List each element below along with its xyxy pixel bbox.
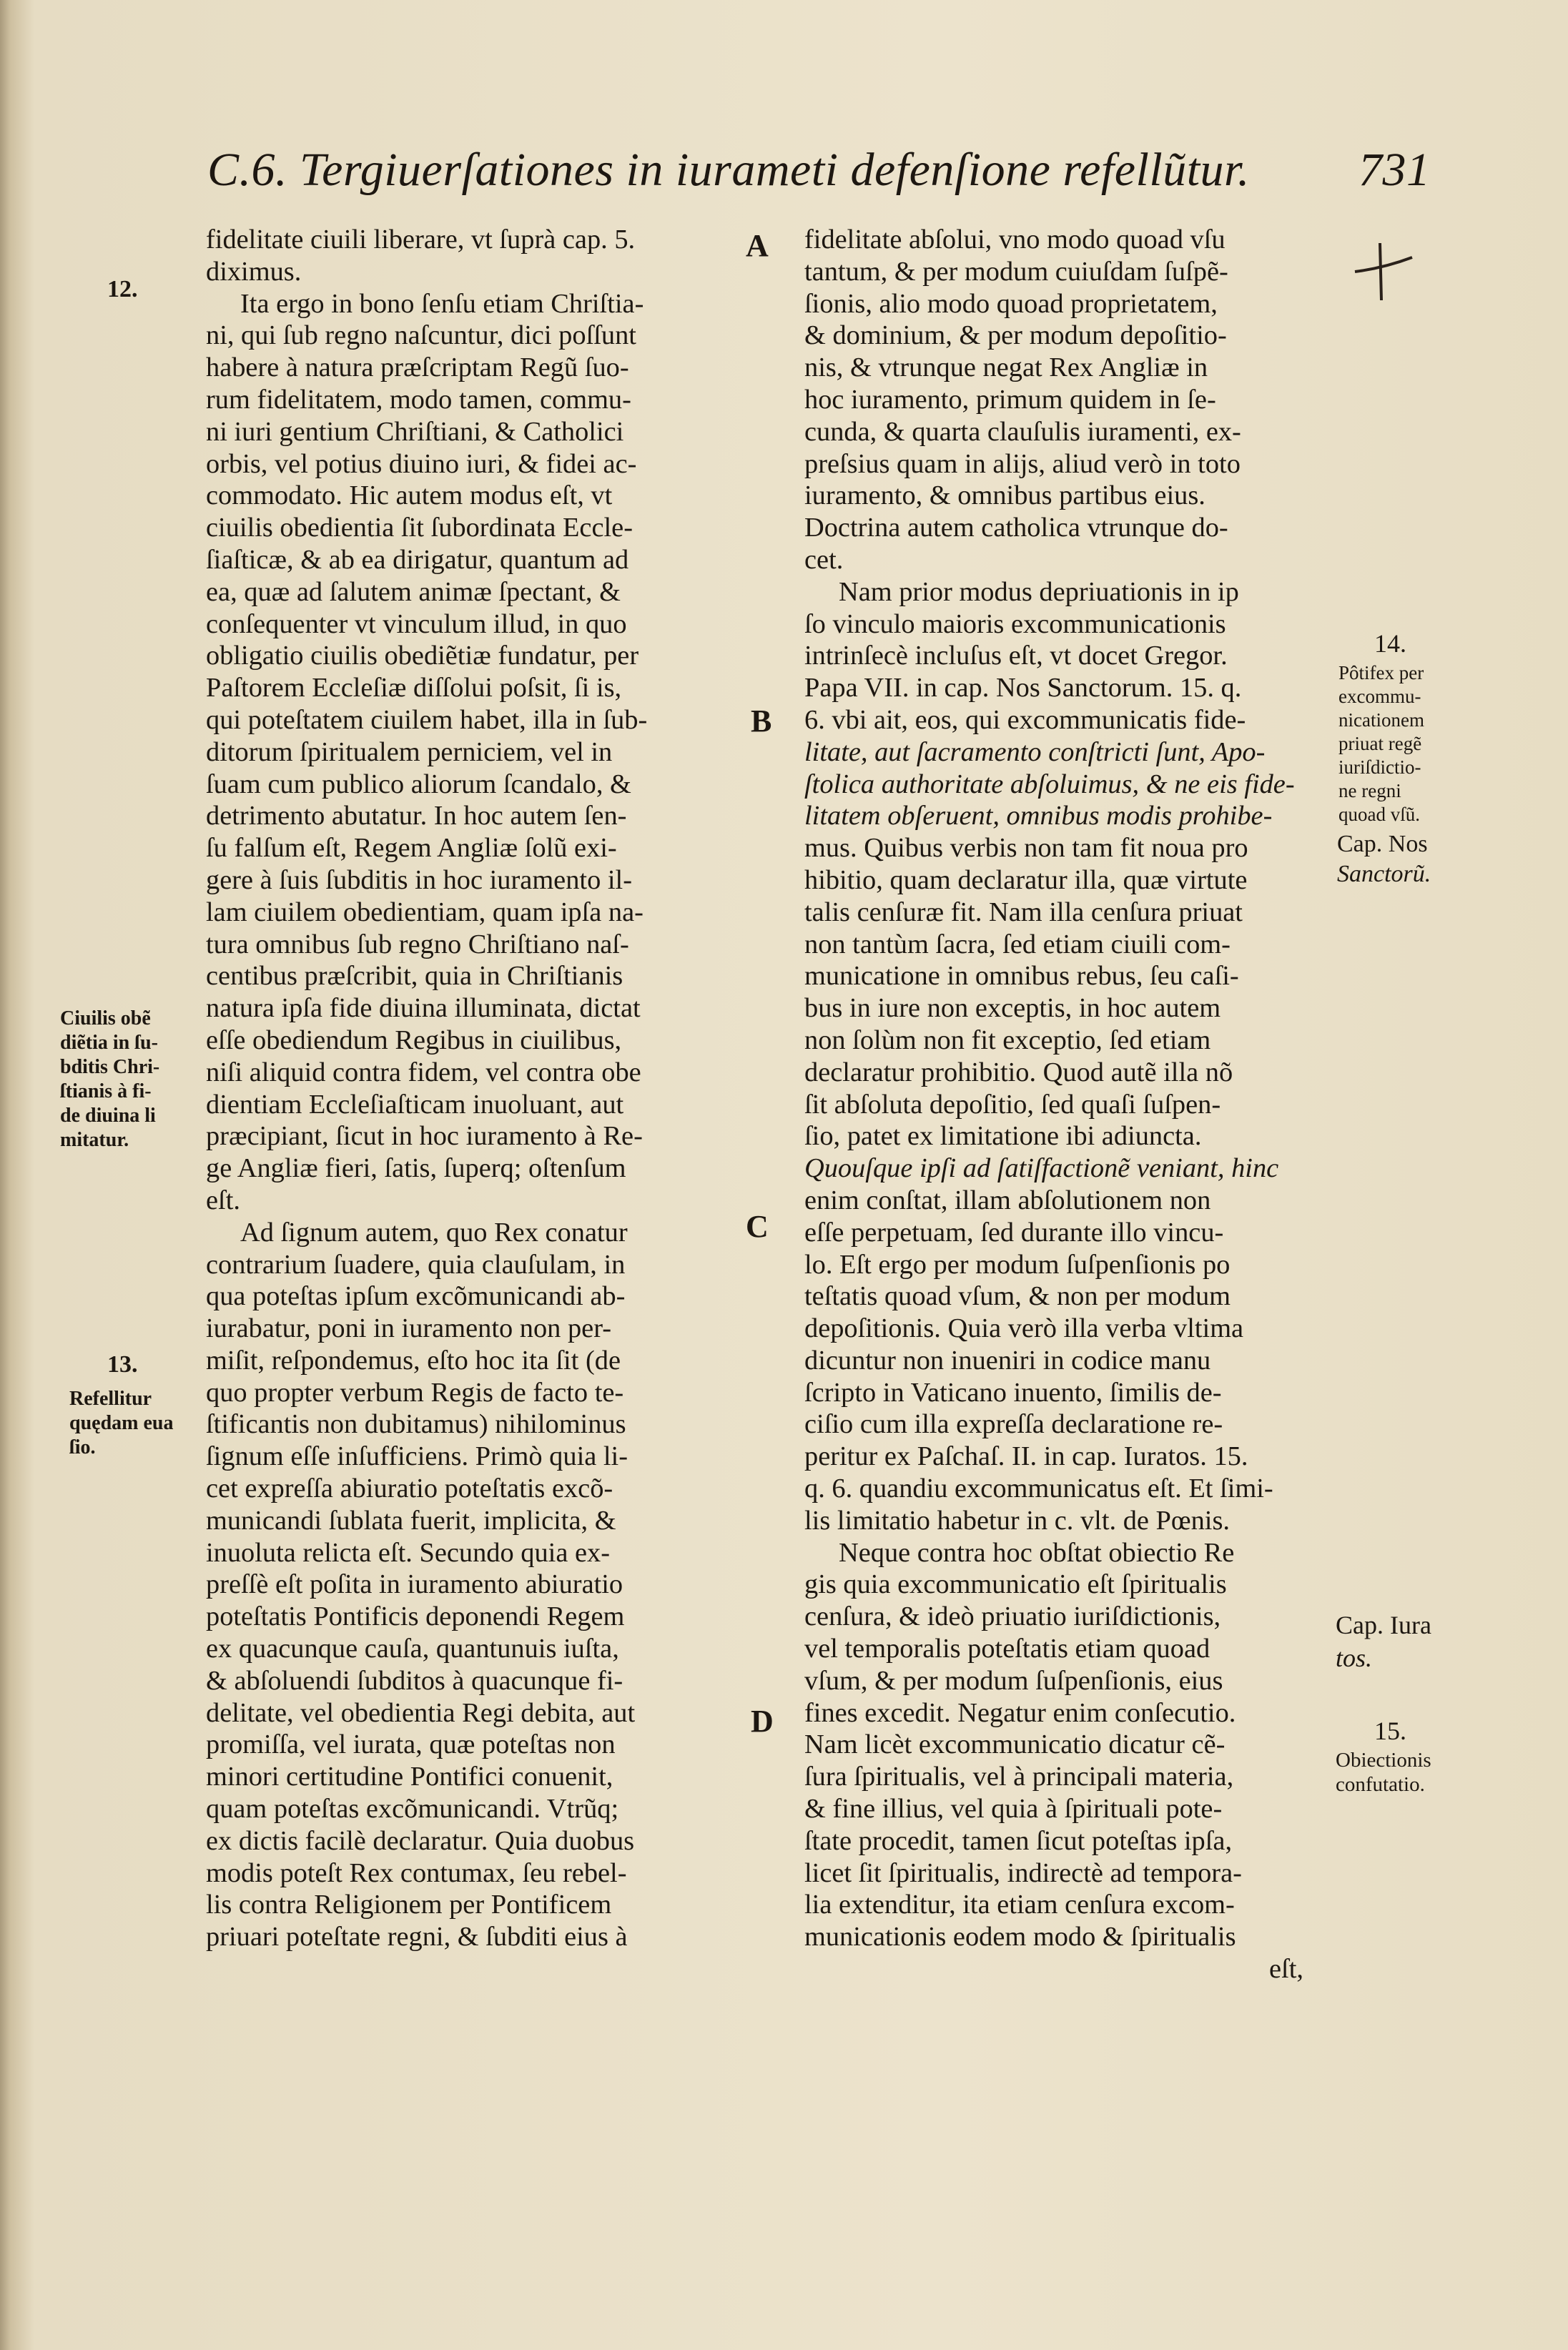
text-line: gis quia excommunicatio eſt ſpiritualis [804,1569,1227,1600]
text-line: teſtatis quoad vſum, & non per modum [804,1281,1231,1312]
paragraph-number-13: 13. [107,1351,138,1378]
text-line: & fine illius, vel quia à ſpirituali pote- [804,1794,1223,1825]
text-line: ſo vinculo maioris excommunicationis [804,608,1226,639]
section-letter-a: A [746,228,769,263]
text-line: inuoluta relicta eſt. Secundo quia ex- [206,1537,611,1568]
text-line: & dominium, & per modum depoſitio- [804,320,1227,351]
text-line: ſignum eſſe inſufficiens. Primò quia li- [206,1441,628,1472]
margin-reference-nos-sanctorum [1337,829,1431,889]
text-line: hoc iuramento, primum quidem in ſe- [804,384,1216,415]
text-line: Ita ergo in bono ſenſu etiam Chriſtia- [240,288,644,319]
text-line: ditorum ſpiritualem perniciem, vel in [206,736,613,767]
text-line: municationis eodem modo & ſpiritualis [804,1922,1236,1952]
text-line: cunda, & quarta clauſulis iuramenti, ex- [804,416,1241,447]
text-line: conſequenter vt vinculum illud, in quo [206,608,627,639]
text-line: ſiaſticæ, & ab ea dirigatur, quantum ad [206,544,629,575]
text-line: orbis, vel potius diuino iuri, & fidei ac- [206,448,637,479]
text-line: lam ciuilem obedientiam, quam ipſa na- [206,897,644,927]
text-line: lo. Eſt ergo per modum ſuſpenſionis po [804,1249,1231,1280]
text-line: bus in iure non exceptis, in hoc autem [804,993,1221,1024]
text-line: præcipiant, ſicut in hoc iuramento à Re- [206,1121,643,1152]
margin-note-line: tos. [1336,1644,1373,1672]
text-line: ſio, patet ex limitatione ibi adiuncta. [804,1121,1202,1152]
margin-note-line: ſtianis à fi- [60,1080,152,1102]
text-line: litatem obſeruent, omnibus modis prohibe- [804,801,1273,831]
margin-note-line: confutatio. [1336,1773,1425,1796]
text-line: quo propter verbum Regis de facto te- [206,1377,624,1408]
text-line: rum fidelitatem, modo tamen, commu- [206,384,631,415]
text-line: Nam licèt excommunicatio dicatur cẽ- [804,1729,1226,1760]
text-line: lia extenditur, ita etiam cenſura excom- [804,1890,1235,1920]
text-line: municandi ſublata fuerit, implicita, & [206,1505,616,1536]
text-line: ſtate procedit, tamen ſicut poteſtas ipſa, [804,1825,1233,1856]
margin-reference-iuratos [1336,1609,1431,1674]
text-line: preſsius quam in alijs, aliud verò in toto [804,448,1241,479]
text-line: non ſolùm non fit exceptio, ſed etiam [804,1025,1211,1055]
text-line: depoſitionis. Quia verò illa verba vltima [804,1313,1244,1344]
text-line: dientiam Eccleſiaſticam inuoluant, aut [206,1089,624,1120]
text-line: quam poteſtas excõmunicandi. Vtrũq; [206,1794,619,1825]
margin-note-line: ſio. [69,1436,96,1458]
section-letter-d: D [751,1704,774,1739]
text-line: 6. vbi ait, eos, qui excommunicatis fide- [804,704,1246,735]
running-header [207,143,1431,207]
text-line: vſum, & per modum ſuſpenſionis, eius [804,1665,1223,1696]
text-line: poteſtatis Pontificis deponendi Regem [206,1601,625,1632]
text-line: ex quacunque cauſa, quantunuis iuſta, [206,1634,619,1664]
text-line: tantum, & per modum cuiuſdam ſuſpẽ- [804,256,1228,287]
margin-note-line: Obiectionis [1336,1749,1431,1772]
text-line: ſu falſum eſt, Regem Angliæ ſolũ exi- [206,833,617,864]
margin-note-line: Sanctorũ. [1337,861,1431,887]
text-line: Nam prior modus depriuationis in ip [839,576,1239,607]
margin-note-line: Ciuilis obẽ [60,1007,151,1030]
text-line: Quouſque ipſi ad ſatiſfactionẽ veniant, hinc [804,1153,1279,1184]
text-line: Papa VII. in cap. Nos Sanctorum. 15. q. [804,673,1242,703]
text-line: diximus. [206,256,302,287]
text-line: commodato. Hic autem modus eſt, vt [206,480,613,511]
text-line: intrinſecè incluſus eſt, vt docet Gregor. [804,641,1228,671]
text-line: dicuntur non inueniri in codice manu [804,1345,1211,1376]
text-line: nis, & vtrunque negat Rex Angliæ in [804,352,1208,383]
paragraph-number-12: 12. [107,276,138,302]
paragraph-number-15: 15. [1374,1717,1406,1745]
section-letter-c: C [746,1209,769,1244]
text-line: ſura ſpiritualis, vel à principali materia, [804,1762,1234,1792]
section-letter-b: B [751,703,772,739]
catchword: eſt, [1269,1954,1303,1985]
margin-note-line: Pôtifex per [1338,662,1424,683]
text-line: ge Angliæ fieri, ſatis, ſuperq; oſtenſum [206,1153,626,1184]
text-line: qua poteſtas ipſum excõmunicandi ab- [206,1281,626,1312]
text-line: Doctrina autem catholica vtrunque do- [804,513,1228,543]
margin-note-line: iuriſdictio- [1338,756,1421,778]
header-title: C.6. Tergiuerſationes in iurameti defenſione refellũtur. [207,144,1250,196]
text-line: miſit, reſpondemus, eſto hoc ita ſit (de [206,1345,621,1376]
text-line: cet. [804,544,844,575]
text-line: eſſe obediendum Regibus in ciuilibus, [206,1025,622,1055]
margin-note-objection [1336,1748,1431,1797]
text-line: obligatio ciuilis obediẽtiæ fundatur, per [206,641,639,671]
text-line: & abſoluendi ſubditos à quacunque fi- [206,1665,623,1696]
page-number: 731 [1359,144,1431,196]
text-line: habere à natura præſcriptam Regũ ſuo- [206,352,629,383]
left-text-column [206,224,742,1953]
text-line: lis limitatio habetur in c. vlt. de Pœnis. [804,1505,1230,1536]
text-line: centibus præſcribit, quia in Chriſtianis [206,961,623,992]
text-line: delitate, vel obedientia Regi debita, aut [206,1697,636,1728]
right-text-column [804,224,1326,1985]
text-line: cenſura, & ideò priuatio iuriſdictionis, [804,1601,1221,1632]
text-line: fidelitate ciuili liberare, vt ſuprà cap. 5. [206,224,636,255]
text-line: tura omnibus ſub regno Chriſtiano naſ- [206,929,629,959]
margin-note-line: Cap. Iura [1336,1611,1431,1639]
text-line: Neque contra hoc obſtat obiectio Re [839,1537,1235,1568]
text-line: enim conſtat, illam abſolutionem non [804,1185,1211,1215]
text-line: ſuam cum publico aliorum ſcandalo, & [206,769,631,799]
margin-note-line: nicationem [1338,709,1424,731]
text-line: non tantùm ſacra, ſed etiam ciuili com- [804,929,1231,959]
text-line: ciſio cum illa expreſſa declaratione re- [804,1409,1223,1440]
text-line: qui poteſtatem ciuilem habet, illa in ſub- [206,704,648,735]
text-line: gere à ſuis ſubditis in hoc iuramento il- [206,864,632,895]
handwritten-cross-mark [1351,240,1416,304]
margin-note-refutation [69,1387,173,1460]
text-line: ſionis, alio modo quoad proprietatem, [804,288,1218,319]
text-line: minori certitudine Pontifici conuenit, [206,1762,613,1792]
text-line: ex dictis facilè declaratur. Quia duobus [206,1825,635,1856]
text-line: detrimento abutatur. In hoc autem ſen- [206,801,627,831]
text-line: ſtolica authoritate abſoluimus, & ne eis fide- [804,769,1295,799]
margin-note-line: priuat regẽ [1338,733,1422,754]
margin-note-line: Refellitur [69,1388,152,1410]
text-line: cet expreſſa abiuratio poteſtatis excõ- [206,1473,613,1504]
text-line: iuramento, & omnibus partibus eius. [804,480,1205,511]
text-line: priuari poteſtate regni, & ſubditi eius à [206,1922,628,1952]
margin-note-pontiff [1338,661,1424,826]
margin-note-line: quędam eua [69,1412,174,1434]
text-line: ſit abſoluta depoſitio, ſed quaſi ſuſpen- [804,1089,1221,1120]
text-line: vel temporalis poteſtatis etiam quoad [804,1634,1210,1664]
margin-note-civil-obedience [60,1007,159,1152]
text-line: litate, aut ſacramento conſtricti ſunt, Apo- [804,736,1266,767]
margin-note-line: diẽtia in ſu- [60,1032,158,1054]
text-line: ni iuri gentium Chriſtiani, & Catholici [206,416,624,447]
text-line: mus. Quibus verbis non tam fit noua pro [804,833,1248,864]
text-line: municatione in omnibus rebus, ſeu caſi- [804,961,1239,992]
margin-note-line: bditis Chri- [60,1056,160,1078]
text-line: contrarium ſuadere, quia clauſulam, in [206,1249,626,1280]
text-line: peritur ex Paſchaſ. II. in cap. Iuratos. 15. [804,1441,1248,1472]
text-line: promiſſa, vel iurata, quæ poteſtas non [206,1729,616,1760]
margin-note-line: mitatur. [60,1129,129,1151]
margin-note-line: quoad vſũ. [1338,804,1420,825]
text-line: ſtificantis non dubitamus) nihilominus [206,1409,626,1440]
text-line: Paſtorem Eccleſiæ diſſolui poſsit, ſi is, [206,673,622,703]
text-line: ni, qui ſub regno naſcuntur, dici poſſunt [206,320,636,351]
paragraph-number-14: 14. [1374,629,1406,658]
text-line: fidelitate abſolui, vno modo quoad vſu [804,224,1226,255]
text-line: eſt. [206,1185,240,1215]
text-line: ciuilis obedientia ſit ſubordinata Eccle- [206,513,633,543]
text-line: q. 6. quandiu excommunicatus eſt. Et ſimi- [804,1473,1273,1504]
text-line: natura ipſa fide diuina illuminata, dictat [206,993,641,1024]
text-line: ea, quæ ad ſalutem animæ ſpectant, & [206,576,621,607]
margin-note-line: de diuina li [60,1105,156,1127]
text-line: talis cenſuræ fit. Nam illa cenſura priuat [804,897,1243,927]
text-line: hibitio, quam declaratur illa, quæ virtute [804,864,1248,895]
margin-note-line: ne regni [1338,780,1401,801]
text-line: modis poteſt Rex contumax, ſeu rebel- [206,1857,627,1888]
text-line: declaratur prohibitio. Quod autẽ illa nõ [804,1057,1233,1087]
text-line: fines excedit. Negatur enim conſecutio. [804,1697,1236,1728]
text-line: Ad ſignum autem, quo Rex conatur [240,1217,628,1248]
text-line: eſſe perpetuam, ſed durante illo vincu- [804,1217,1224,1248]
margin-note-line: excommu- [1338,686,1421,707]
margin-note-line: Cap. Nos [1337,831,1428,857]
text-line: iurabatur, poni in iuramento non per- [206,1313,611,1344]
text-line: preſſè eſt poſita in iuramento abiuratio [206,1569,623,1600]
text-line: licet ſit ſpiritualis, indirectè ad tempora- [804,1857,1242,1888]
text-line: lis contra Religionem per Pontificem [206,1890,612,1920]
text-line: ſcripto in Vaticano inuento, ſimilis de- [804,1377,1222,1408]
text-line: niſi aliquid contra fidem, vel contra obe [206,1057,641,1087]
